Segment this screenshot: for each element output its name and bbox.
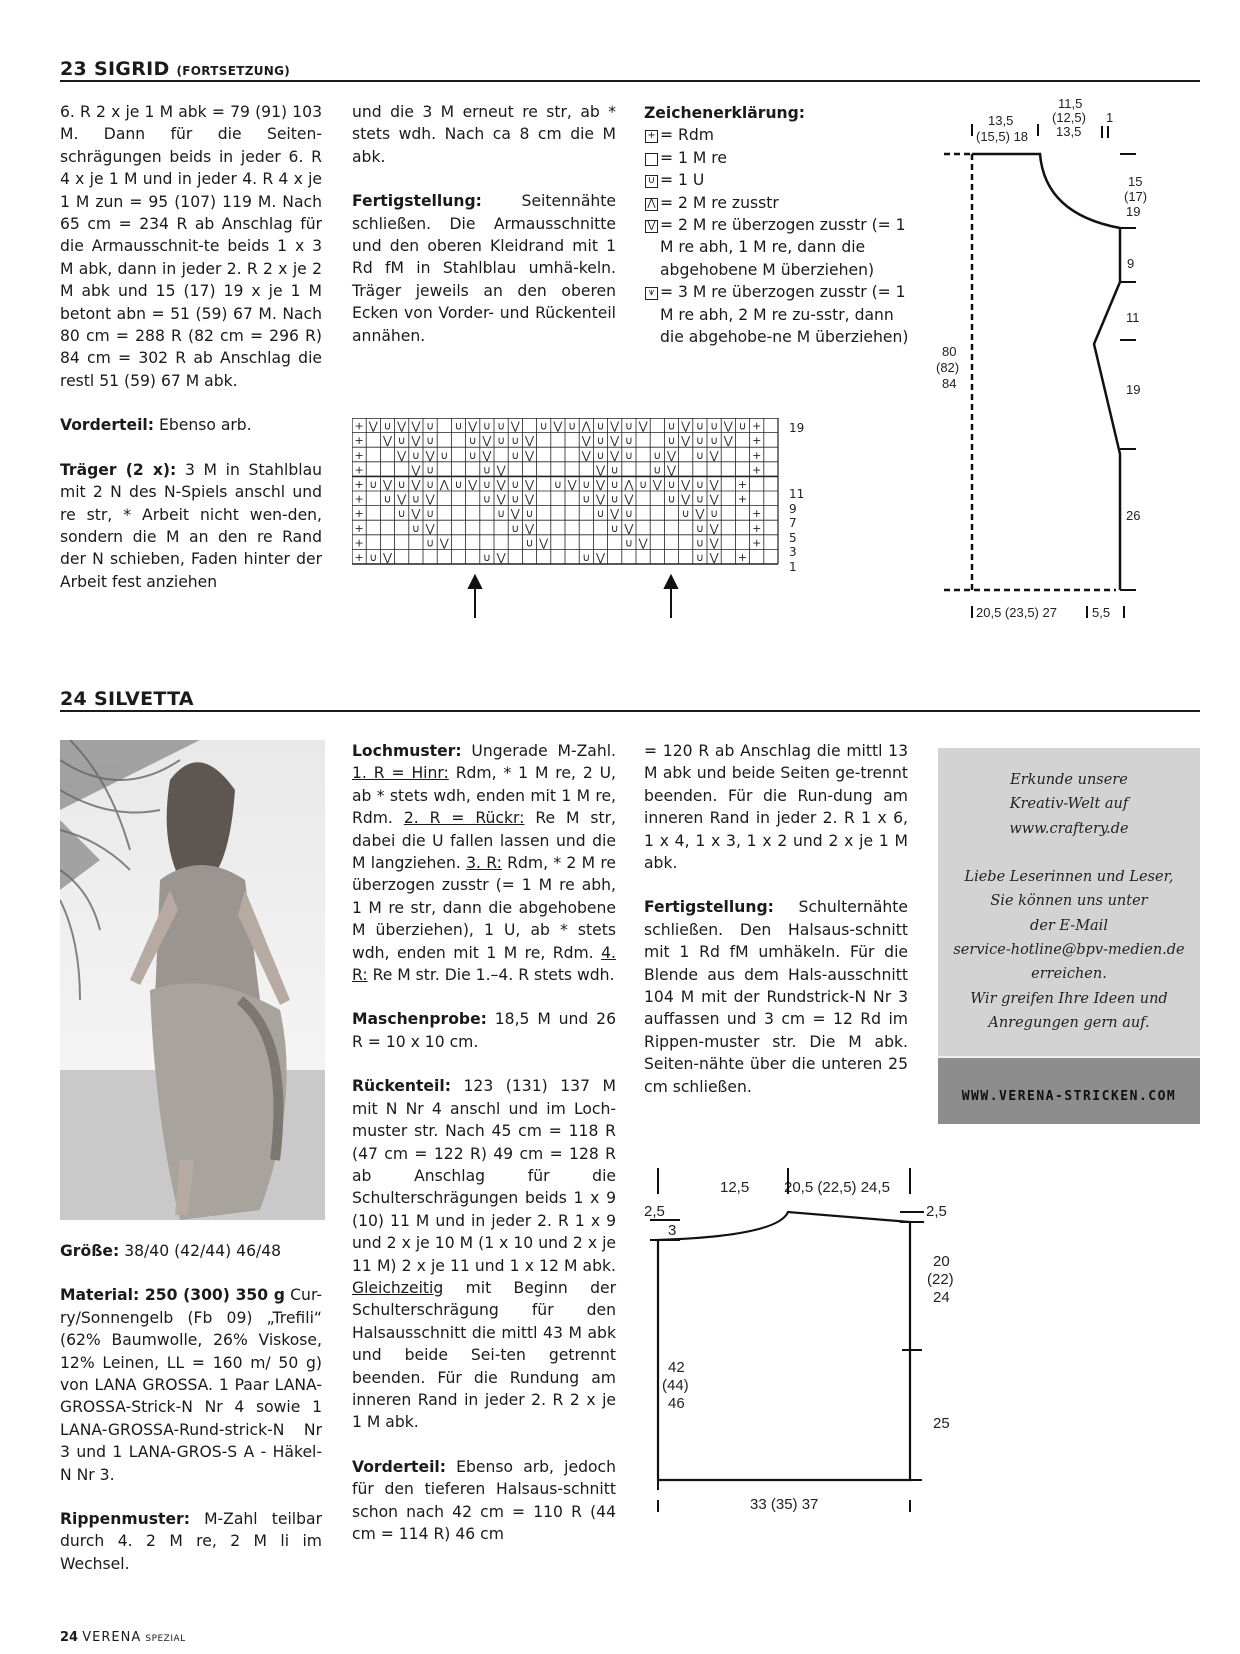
dimension-label: 20,5 (23,5) 27: [976, 605, 1057, 620]
chart-symbol: +: [354, 448, 364, 462]
symbol-legend: [644, 102, 916, 348]
chart-symbol: +: [354, 434, 364, 448]
schematic-23: [930, 94, 1200, 634]
dimension-label: 33 (35) 37: [750, 1496, 819, 1513]
legend-item: = 1 M re: [644, 147, 916, 169]
chart-row-label: 11: [789, 487, 805, 501]
chart-symbol: ⋁: [397, 492, 407, 506]
dimension-label: 42: [668, 1359, 685, 1376]
chart-symbol: +: [354, 536, 364, 550]
pattern-outline: [972, 154, 1120, 590]
chart-symbol: ⋁: [382, 478, 393, 491]
chart-row-label: 19: [789, 421, 805, 435]
website-banner: [938, 1056, 1200, 1124]
chart-symbol: ⋁: [411, 507, 421, 521]
chart-symbol: ⋁: [382, 551, 393, 564]
chart-symbol: ⋁: [553, 419, 563, 433]
chart-symbol: ⋁: [709, 448, 719, 462]
section-rule-23: [60, 80, 1200, 82]
chart-symbol: ⋁: [468, 419, 478, 433]
chart-symbol: ⋀: [581, 419, 591, 433]
chart-symbol: ⋁: [411, 419, 421, 433]
legend-item: ∪ = 1 U: [644, 169, 916, 191]
chart-symbol: ⋁: [425, 448, 435, 462]
chart-symbol: ⋁: [638, 536, 648, 550]
chart-symbol: ⋁: [709, 492, 719, 506]
chart-symbol: ⋁: [610, 419, 620, 433]
chart-symbol: ∪: [624, 448, 633, 462]
chart-symbol: ∪: [695, 551, 704, 564]
section-title-24: 24 SILVETTA: [60, 688, 194, 710]
chart-symbol: ∪: [610, 478, 619, 491]
schematic-24: [640, 1160, 970, 1530]
chart-symbol: ∪: [695, 521, 704, 535]
chart-symbol: ∪: [695, 434, 704, 448]
chart-symbol: ⋁: [411, 434, 421, 448]
chart-symbol: ⋁: [652, 478, 662, 491]
chart-symbol: +: [354, 521, 364, 535]
chart-symbol: ∪: [596, 507, 605, 521]
chart-symbol: ∪: [426, 463, 435, 477]
chart-symbol: ∪: [482, 492, 491, 506]
legend-item: ⋁ = 2 M re überzogen zusstr (= 1 M re abh, 1 M re, dann die abgehobene M überziehen): [644, 214, 916, 281]
section-title-23: 23 SIGRID (FORTSETZUNG): [60, 58, 291, 80]
chart-symbol: +: [354, 507, 364, 521]
dimension-label: 2,5: [926, 1203, 947, 1220]
chart-symbol: ∪: [624, 536, 633, 550]
pattern-outline: [658, 1212, 910, 1480]
chart-symbol: ∪: [369, 478, 378, 491]
chart-symbol: ⋁: [482, 434, 492, 448]
chart-symbol: ∪: [624, 507, 633, 521]
legend-title: Zeichenerklärung:: [644, 104, 806, 122]
chart-symbol: ∪: [482, 551, 491, 564]
dimension-label: 11,5: [1058, 96, 1083, 111]
dimension-label: 20,5 (22,5) 24,5: [784, 1179, 890, 1196]
dimension-label: (15,5) 18: [976, 129, 1029, 144]
dimension-label: 13,5: [1056, 124, 1082, 139]
chart-symbol: ∪: [383, 492, 392, 506]
repeat-arrow-icon: [665, 576, 677, 618]
chart-symbol: ⋁: [709, 551, 719, 564]
chart-symbol: +: [752, 507, 762, 521]
chart-symbol: ∪: [426, 434, 435, 448]
chart-symbol: ∪: [511, 434, 520, 448]
dimension-label: 12,5: [720, 1179, 750, 1196]
chart-symbol: ∪: [710, 419, 719, 433]
info-box-text: Erkunde unsere Kreativ-Welt auf www.craftery.de Liebe Leserinnen und Leser, Sie können uns unter der E-Mail service-hotline@bpv-medien.de erreichen. Wir greifen Ihre Ideen und Anregungen gern auf.: [953, 772, 1185, 1031]
chart-symbol: ⋁: [510, 507, 520, 521]
chart-symbol: ⋁: [496, 492, 506, 506]
chart-symbol: +: [737, 492, 748, 506]
chart-symbol: ∪: [511, 478, 520, 491]
chart-symbol: ∪: [610, 521, 619, 535]
chart-symbol: ∪: [383, 419, 392, 433]
chart-symbol: ⋁: [411, 478, 421, 491]
legend-item: ⋀ = 2 M re zusstr: [644, 192, 916, 214]
dimension-label: 20: [933, 1253, 950, 1270]
model-photo: [60, 740, 325, 1220]
chart-symbol: ⋁: [666, 448, 677, 462]
dimension-label: 13,5: [988, 113, 1014, 128]
knitting-chart: [352, 418, 812, 626]
chart-symbol: ⋁: [624, 492, 634, 506]
chart-symbol: ∪: [695, 492, 704, 506]
dimension-label: (22): [927, 1271, 954, 1288]
dimension-label: (12,5): [1052, 110, 1086, 125]
chart-symbol: ⋁: [382, 434, 393, 448]
dimension-label: 19: [1126, 382, 1141, 397]
chart-symbol: ∪: [397, 478, 406, 491]
chart-symbol: +: [752, 448, 762, 462]
chart-symbol: ⋁: [524, 492, 535, 506]
chart-symbol: ⋁: [709, 478, 719, 491]
chart-symbol: ⋁: [581, 434, 591, 448]
chart-symbol: ∪: [695, 536, 704, 550]
chart-symbol: +: [354, 463, 364, 477]
dimension-label: 2,5: [644, 1203, 665, 1220]
chart-symbol: ∪: [525, 507, 534, 521]
page-footer: 24 VERENA SPEZIAL: [60, 1630, 186, 1645]
chart-symbol: ∪: [426, 419, 435, 433]
section-rule-24: [60, 710, 1200, 712]
chart-symbol: +: [354, 478, 364, 491]
instructions-col-24-1: Größe: 38/40 (42/44) 46/48 Material: 250 (300) 350 g Cur-ry/Sonnengelb (Fb 09) „Trefili“ (62% Baumwolle, 26% Viskose, 12% Leinen, LL = 160 m/ 50 g) von LANA GROSSA. 1 Paar LANA-GROSSA-Strick-N Nr 4 sowie 1 LANA-GROSSA-Rund-strick-N Nr 3 und 1 LANA-GROS-S A - Häkel-N Nr 3. Rippenmuster: M-Zahl teilbar durch 4. 2 M re, 2 M li im Wechsel.: [60, 1242, 322, 1573]
chart-symbol: ∪: [596, 419, 605, 433]
chart-symbol: ⋁: [368, 419, 378, 433]
chart-symbol: ∪: [497, 434, 506, 448]
chart-symbol: ∪: [667, 492, 676, 506]
dimension-label: 46: [668, 1395, 685, 1412]
dimension-label: 19: [1126, 204, 1141, 219]
dimension-label: 1: [1106, 110, 1114, 125]
chart-symbol: ⋁: [510, 419, 520, 433]
dimension-label: 84: [942, 376, 957, 391]
chart-row-label: 1: [789, 560, 797, 574]
chart-symbol: ⋁: [524, 478, 535, 491]
chart-symbol: ∪: [482, 463, 491, 477]
chart-symbol: ⋁: [539, 536, 549, 550]
chart-symbol: ⋁: [723, 434, 733, 448]
chart-symbol: ⋁: [482, 448, 492, 462]
chart-symbol: ⋁: [397, 448, 407, 462]
chart-symbol: ∪: [426, 507, 435, 521]
dimension-label: 5,5: [1092, 605, 1111, 620]
chart-symbol: ⋁: [425, 521, 435, 535]
chart-symbol: ⋁: [681, 478, 691, 491]
chart-symbol: ∪: [653, 448, 662, 462]
chart-symbol: ∪: [539, 419, 548, 433]
chart-symbol: ⋁: [581, 448, 591, 462]
chart-symbol: ∪: [426, 536, 435, 550]
instructions-col-2: und die 3 M erneut re str, ab * stets wdh. Nach ca 8 cm die M abk. Fertigstellung: Seitennähte schließen. Die Armausschnitte und den oberen Kleidrand mit 1 Rd fM in Stahlblau umhä-keln. Träger jeweils an den oberen Ecken von Vorder- und Rückenteil annähen.: [352, 103, 616, 345]
chart-symbol: ⋁: [567, 478, 577, 491]
chart-symbol: +: [752, 419, 762, 433]
chart-symbol: +: [752, 521, 762, 535]
chart-symbol: ⋁: [425, 492, 435, 506]
chart-symbol: ⋁: [496, 478, 506, 491]
chart-symbol: ∪: [568, 419, 577, 433]
chart-symbol: ∪: [397, 434, 406, 448]
chart-symbol: ∪: [681, 507, 690, 521]
chart-symbol: +: [737, 551, 748, 564]
chart-symbol: ∪: [695, 448, 704, 462]
chart-symbol: ∪: [511, 492, 520, 506]
chart-symbol: ∪: [624, 434, 633, 448]
chart-symbol: ⋀: [439, 478, 449, 491]
chart-symbol: ⋁: [595, 551, 606, 564]
dimension-label: 11: [1126, 310, 1140, 325]
chart-symbol: ∪: [497, 507, 506, 521]
chart-symbol: ⋁: [595, 492, 606, 506]
chart-symbol: ⋁: [595, 478, 606, 491]
chart-symbol: ∪: [710, 507, 719, 521]
chart-symbol: ⋁: [681, 419, 691, 433]
dimension-label: 24: [933, 1289, 950, 1306]
chart-symbol: ⋀: [624, 478, 634, 491]
instructions-col-24-3: = 120 R ab Anschlag die mittl 13 M abk und beide Seiten ge-trennt beenden. Für die Run-dung am inneren Rand in jeder 2. R 1 x 6, 1 x 4, 1 x 3, 1 x 2 und 2 x je 1 M abk. Fertigstellung: Schulternähte schließen. Den Halsaus-schnitt mit 1 Rd fM umhäkeln. Für die Blende aus dem Hals-ausschnitt 104 M mit der Rundstrick-N Nr 3 auffassen und 3 cm = 12 Rd im Rippen-muster str. Die M abk. Seiten-nähte über die unteren 25 cm schließen.: [644, 742, 908, 1096]
chart-symbol: ∪: [710, 434, 719, 448]
chart-symbol: ⋁: [610, 507, 620, 521]
chart-symbol: ⋁: [411, 463, 421, 477]
chart-symbol: ∪: [582, 492, 591, 506]
chart-symbol: ∪: [411, 448, 420, 462]
website-link[interactable]: WWW.VERENA-STRICKEN.COM: [961, 1089, 1177, 1104]
chart-row-label: 5: [789, 531, 797, 545]
chart-symbol: ∪: [468, 448, 477, 462]
chart-symbol: ⋁: [595, 463, 606, 477]
chart-symbol: ⋁: [610, 448, 620, 462]
chart-symbol: ⋁: [666, 463, 677, 477]
section-subtitle: (FORTSETZUNG): [176, 64, 291, 78]
chart-symbol: ⋁: [709, 536, 719, 550]
chart-symbol: ∪: [667, 419, 676, 433]
chart-symbol: ⋁: [524, 434, 535, 448]
chart-symbol: +: [354, 551, 364, 564]
chart-symbol: ∪: [553, 478, 562, 491]
chart-symbol: +: [354, 419, 364, 433]
dimension-label: 25: [933, 1415, 950, 1432]
chart-symbol: ∪: [426, 478, 435, 491]
chart-symbol: ∪: [596, 434, 605, 448]
chart-row-label: 3: [789, 545, 797, 559]
chart-symbol: ⋁: [723, 419, 733, 433]
dimension-label: (82): [936, 360, 960, 375]
legend-item: + = Rdm: [644, 124, 916, 146]
dimension-label: (17): [1124, 189, 1148, 204]
chart-symbol: +: [752, 536, 762, 550]
chart-symbol: ∪: [624, 419, 633, 433]
chart-symbol: ⋁: [524, 448, 535, 462]
dimension-label: 26: [1126, 508, 1141, 523]
chart-symbol: ∪: [397, 507, 406, 521]
chart-symbol: ∪: [695, 478, 704, 491]
dimension-label: (44): [662, 1377, 689, 1394]
chart-symbol: ⋁: [496, 463, 506, 477]
chart-symbol: ∪: [454, 419, 463, 433]
chart-symbol: ∪: [440, 448, 449, 462]
chart-symbol: ⋁: [624, 521, 634, 535]
chart-symbol: +: [737, 478, 748, 491]
chart-symbol: ∪: [511, 521, 520, 535]
chart-symbol: ∪: [482, 419, 491, 433]
repeat-arrow-icon: [469, 576, 481, 618]
chart-symbol: +: [354, 492, 364, 506]
dimension-label: 15: [1128, 174, 1143, 189]
chart-symbol: ∪: [582, 551, 591, 564]
chart-symbol: ⋁: [397, 419, 407, 433]
chart-symbol: ∪: [411, 492, 420, 506]
dimension-label: 80: [942, 344, 957, 359]
chart-symbol: ⋁: [496, 551, 506, 564]
chart-symbol: ∪: [369, 551, 378, 564]
chart-symbol: ∪: [639, 478, 648, 491]
chart-symbol: ∪: [468, 434, 477, 448]
chart-symbol: ∪: [667, 478, 676, 491]
chart-row-label: 9: [789, 502, 797, 516]
chart-grid: [352, 418, 778, 564]
chart-symbol: ∪: [511, 448, 520, 462]
chart-symbol: ∪: [667, 434, 676, 448]
chart-symbol: ∪: [738, 419, 747, 433]
chart-symbol: ⋁: [681, 434, 691, 448]
chart-symbol: ⋁: [638, 419, 648, 433]
chart-symbol: ⋁: [681, 492, 691, 506]
chart-symbol: ∪: [610, 492, 619, 506]
chart-row-label: 7: [789, 516, 797, 530]
chart-symbol: ⋁: [439, 536, 449, 550]
chart-symbol: ⋁: [709, 521, 719, 535]
chart-symbol: ⋁: [468, 478, 478, 491]
chart-symbol: ∪: [582, 478, 591, 491]
chart-symbol: ∪: [695, 419, 704, 433]
chart-symbol: ∪: [497, 419, 506, 433]
chart-symbol: ∪: [525, 536, 534, 550]
chart-symbol: ⋁: [695, 507, 705, 521]
chart-symbol: +: [752, 463, 762, 477]
crafting-info-box: [938, 748, 1200, 1122]
chart-symbol: ∪: [454, 478, 463, 491]
chart-symbol: ⋁: [610, 434, 620, 448]
instructions-col-24-2: Lochmuster: Ungerade M-Zahl. 1. R = Hinr: Rdm, * 1 M re, 2 U, ab * stets wdh, enden mit 1 M re, Rdm. 2. R = Rückr: Re M str, dabei die U fallen lassen und die M langziehen. 3. R: Rdm, * 2 M re überzogen zusstr (= 1 M re abh, 1 M re str, dann die abgehobene M überziehen), 1 U, ab * stets wdh, enden mit 1 M re, Rdm. 4. R: Re M str. Die 1.–4. R stets wdh. Maschenprobe: 18,5 M und 26 R = 10 x 10 cm. Rückenteil: 123 (131) 137 M mit N Nr 4 anschl und im Loch-muster str. Nach 45 cm = 118 R (47 cm = 122 R) 49 cm = 128 R ab Anschlag für die Schulterschrägungen beids 1 x 9 (10) 11 M und in jeder 2. R 1 x 9 und 2 x je 10 M (1 x 10 und 2 x je 11 M) 2 x je 11 und 1 x 12 M abk. Gleichzeitig mit Beginn der Schulterschrägung für den Halsausschnitt die mittl 43 M abk und beide Sei-ten getrennt beenden. Für die Rundung am inneren Rand in jeder 2. R 2 x je 1 M abk. Vorderteil: Ebenso arb, jedoch für den tieferen Halsaus-schnitt schon nach 42 cm = 110 R (44 cm = 114 R) 46 cm: [352, 742, 617, 1543]
instructions-col-1: 6. R 2 x je 1 M abk = 79 (91) 103 M. Dann für die Seiten-schrägungen beids in jeder 6. R 4 x je 1 M und in jeder 4. R 4 x je 1 M zun = 95 (107) 119 M. Nach 65 cm = 234 R ab Anschlag für die Armausschnit-te beids 1 x 3 M abk, dann in jeder 2. R 2 x je 2 M abk und 15 (17) 19 x je 1 M betont abn = 51 (59) 67 M. Nach 80 cm = 288 R (82 cm = 296 R) 84 cm = 302 R ab Anschlag die restl 51 (59) 67 M abk. Vorderteil: Ebenso arb. Träger (2 x): 3 M in Stahlblau mit 2 N des N-Spiels anschl und re str, * Arbeit nicht wen-den, sondern die M an den re Rand der N schieben, Faden hinter der Arbeit fest anziehen: [60, 103, 323, 591]
chart-symbol: ∪: [411, 521, 420, 535]
chart-symbol: ∪: [653, 463, 662, 477]
dimension-label: 9: [1127, 256, 1135, 271]
legend-item: ⩛ = 3 M re überzogen zusstr (= 1 M re abh, 2 M re zu-sstr, dann die abgehobe-ne M überziehen): [644, 281, 916, 348]
chart-symbol: ∪: [596, 448, 605, 462]
chart-symbol: ⋁: [524, 521, 535, 535]
chart-symbol: ∪: [482, 478, 491, 491]
chart-symbol: ∪: [610, 463, 619, 477]
chart-symbol: +: [752, 434, 762, 448]
dimension-label: 3: [668, 1222, 677, 1239]
